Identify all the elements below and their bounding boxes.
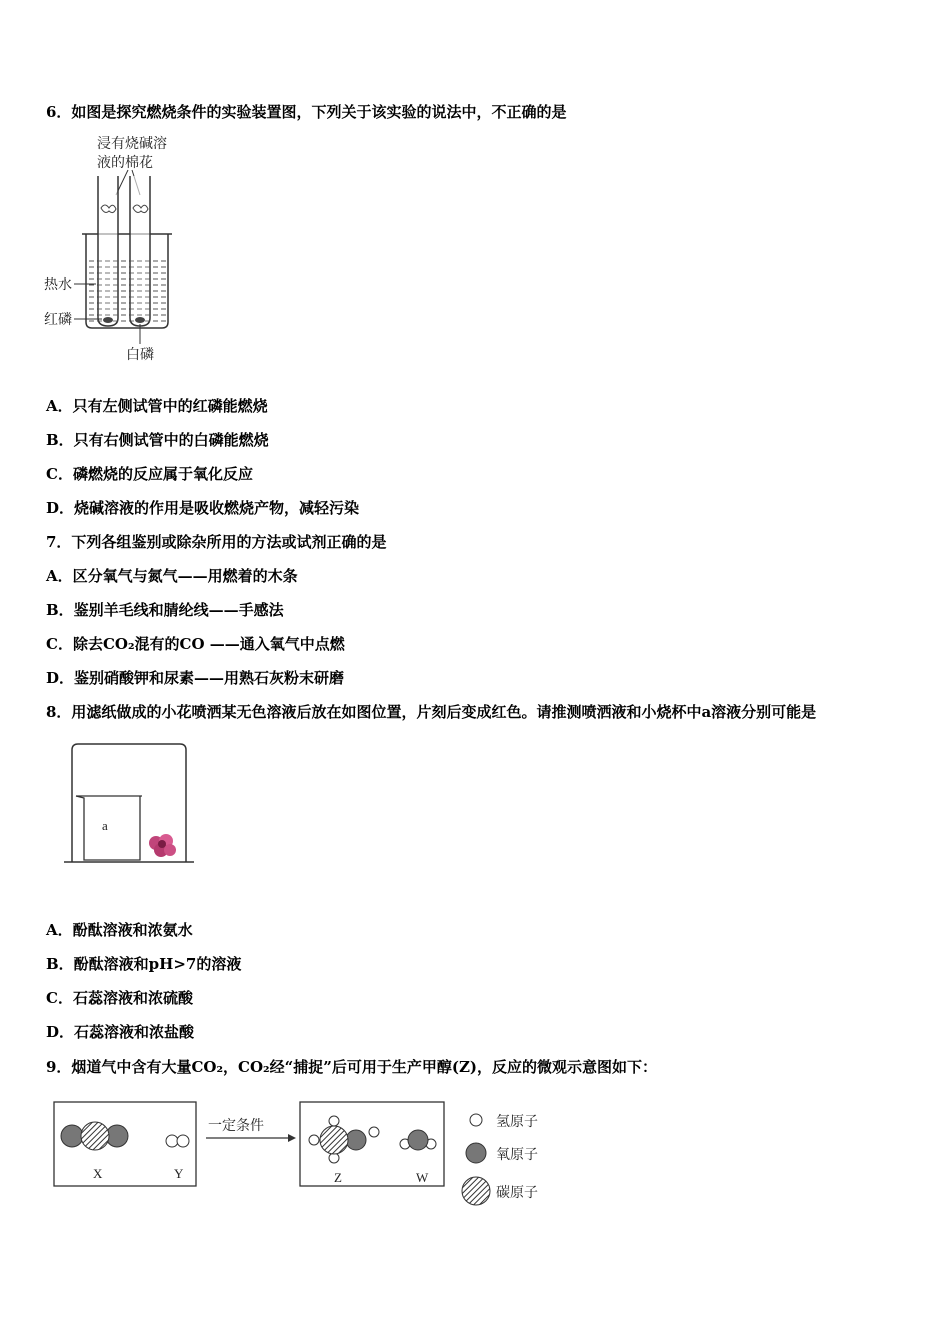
q7-option-d: D．鉴别硝酸钾和尿素——用熟石灰粉末研磨 xyxy=(46,669,345,687)
molecule-w-water xyxy=(400,1130,436,1150)
q6-option-b: B．只有右侧试管中的白磷能燃烧 xyxy=(46,431,269,449)
q9-stem: 9．烟道气中含有大量CO₂，CO₂经“捕捉”后可用于生产甲醇(Z)，反应的微观示意图如下： xyxy=(46,1058,657,1076)
q6-stem: 6．如图是探究燃烧条件的实验装置图，下列关于该实验的说法中，不正确的是 xyxy=(46,103,567,121)
q6-option-c: C．磷燃烧的反应属于氧化反应 xyxy=(46,465,253,483)
white-phosphorus xyxy=(135,317,145,323)
label-red-phosphorus: 红磷 xyxy=(44,312,72,328)
q8-option-b: B．酚酞溶液和pH>7的溶液 xyxy=(46,955,242,973)
q7-option-a: A．区分氧气与氮气——用燃着的木条 xyxy=(46,567,298,585)
legend-carbon-label: 碳原子 xyxy=(496,1185,538,1201)
label-a: a xyxy=(102,818,108,833)
q6-apparatus-figure xyxy=(40,132,200,367)
q9-reaction-diagram xyxy=(50,1096,560,1216)
q6-option-a: A．只有左侧试管中的红磷能燃烧 xyxy=(46,397,268,415)
q8-bell-jar-figure xyxy=(62,740,197,870)
label-cotton-2: 液的棉花 xyxy=(97,155,153,171)
small-beaker xyxy=(76,796,140,860)
label-y: Y xyxy=(174,1166,184,1181)
reaction-condition: 一定条件 xyxy=(208,1118,264,1134)
label-w: W xyxy=(416,1170,429,1185)
q8-option-d: D．石蕊溶液和浓盐酸 xyxy=(46,1023,195,1041)
molecule-y-h2 xyxy=(166,1135,189,1147)
q7-option-b: B．鉴别羊毛线和腈纶线——手感法 xyxy=(46,601,284,619)
label-cotton-1: 浸有烧碱溶 xyxy=(97,136,167,152)
legend-carbon-atom xyxy=(462,1177,490,1205)
label-hot-water: 热水 xyxy=(44,277,72,293)
legend-oxygen-label: 氧原子 xyxy=(496,1147,538,1163)
label-white-phosphorus: 白磷 xyxy=(126,347,154,363)
q7-option-c: C．除去CO₂混有的CO ——通入氧气中点燃 xyxy=(46,635,345,653)
q8-stem: 8．用滤纸做成的小花喷洒某无色溶液后放在如图位置，片刻后变成红色。请推测喷洒液和小烧杯中a溶液分别可能是 xyxy=(46,703,817,721)
molecule-x-co2 xyxy=(61,1122,128,1150)
red-phosphorus xyxy=(103,317,113,323)
label-x: X xyxy=(93,1166,103,1181)
molecule-z-methanol xyxy=(309,1116,379,1163)
q7-stem: 7．下列各组鉴别或除杂所用的方法或试剂正确的是 xyxy=(46,533,387,551)
paper-flower xyxy=(149,834,176,857)
q8-option-c: C．石蕊溶液和浓硫酸 xyxy=(46,989,193,1007)
label-z: Z xyxy=(334,1170,342,1185)
legend-hydrogen-label: 氢原子 xyxy=(496,1114,538,1130)
legend-hydrogen-atom xyxy=(470,1114,482,1126)
legend-oxygen-atom xyxy=(466,1143,486,1163)
q6-option-d: D．烧碱溶液的作用是吸收燃烧产物，减轻污染 xyxy=(46,499,360,517)
q8-option-a: A．酚酞溶液和浓氨水 xyxy=(46,921,193,939)
